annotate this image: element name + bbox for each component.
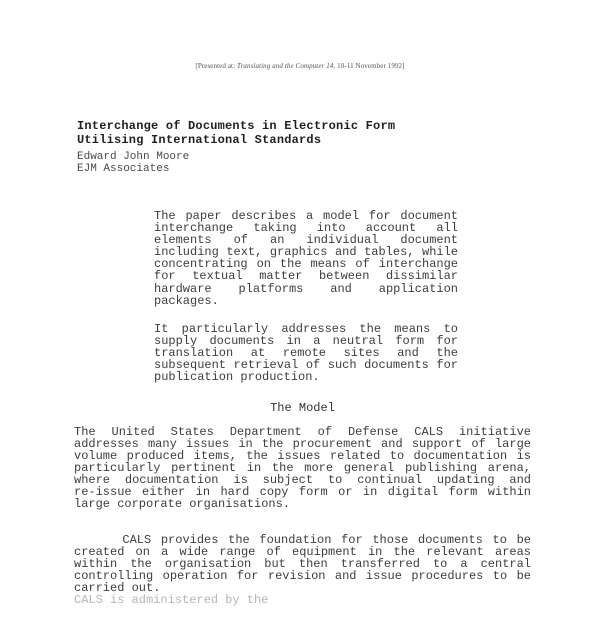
text-line: The paper describes a model for document [154, 209, 458, 223]
text-line: concentrating on the means of interchange [154, 257, 458, 272]
clipped-bottom-line: CALS is administered by the [74, 593, 269, 607]
text-line: particularly pertinent in the more general publishing arena, [74, 461, 531, 475]
text-line: publication production. [154, 370, 320, 385]
text-line: including text, graphics and tables, while [154, 245, 458, 260]
text-line: for textual matter between dissimilar [154, 269, 458, 284]
presented-at-prefix: [Presented at: [195, 62, 237, 70]
section-heading: The Model [270, 401, 335, 415]
text-line: elements of an individual document [154, 233, 458, 248]
text-line: interchange taking into account all [154, 221, 458, 236]
text-line: The United States Department of Defense CALS initiative [74, 425, 531, 439]
author-name: Edward John Moore [77, 151, 190, 163]
text-line: translation at remote sites and the [154, 345, 458, 360]
text-line: carried out. [74, 581, 161, 595]
text-line: large corporate organisations. [74, 497, 291, 511]
text-line: It particularly addresses the means to [154, 321, 458, 336]
paragraph [74, 426, 531, 510]
text-line: packages. [154, 293, 219, 308]
text-line: subsequent retrieval of such documents for [154, 358, 458, 373]
body-text [74, 426, 531, 618]
text-line: supply documents in a neutral form for [154, 333, 458, 348]
presented-at-line [0, 62, 600, 70]
text-line: addresses many issues in the procurement and support of large [74, 437, 531, 451]
paper-title: Interchange of Documents in Electronic Form Utilising International Standards [77, 119, 396, 147]
text-line: controlling operation for revision and issue procedures to be [74, 569, 531, 583]
paragraph [154, 323, 458, 383]
text-line: CALS provides the foundation for those documents to be [74, 533, 531, 547]
abstract [154, 210, 458, 399]
author-affiliation: EJM Associates [77, 163, 170, 175]
paragraph [154, 210, 458, 307]
text-line: within the organisation but then transferred to a central [74, 557, 531, 571]
text-line: re-issue either in hard copy form or in digital form within [74, 485, 531, 499]
conference-title: Translating and the Computer 14 [236, 62, 334, 70]
text-line: volume produced items, the issues related to documentation is [74, 449, 531, 463]
paragraph [74, 534, 531, 594]
presented-at-suffix: , 10-11 November 1992] [333, 62, 405, 70]
author-block [77, 151, 377, 175]
text-line: where documentation is subject to continual updating and [74, 473, 531, 487]
text-line: created on a wide range of equipment in the relevant areas [74, 545, 531, 559]
text-line: hardware platforms and application [154, 281, 458, 296]
